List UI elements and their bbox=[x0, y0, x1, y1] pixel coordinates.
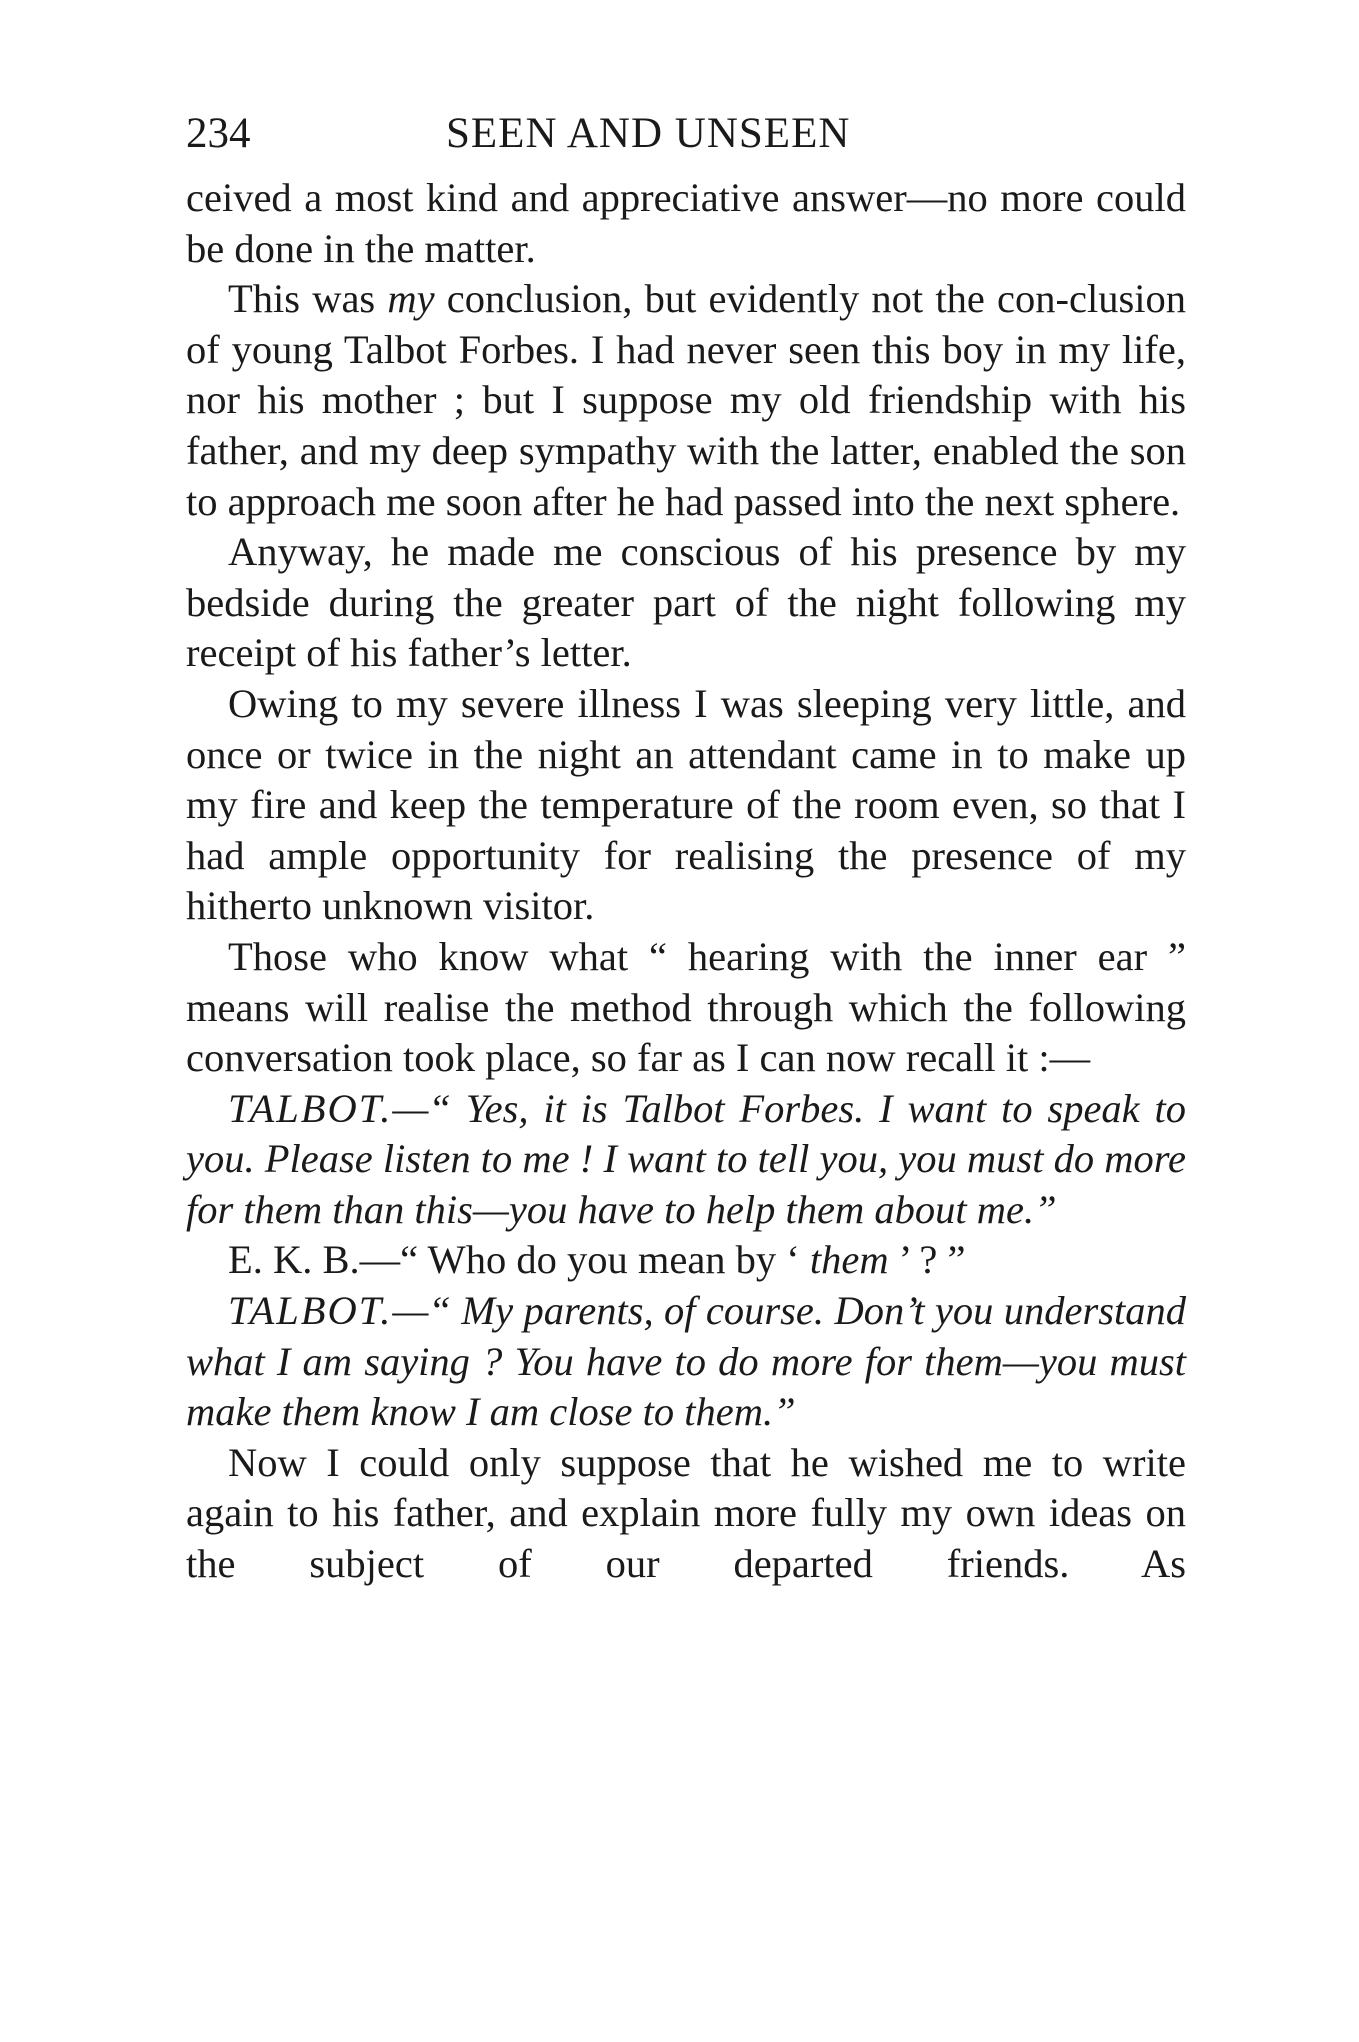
paragraph-text: Those who know what “ hearing with the inner ear ” means will realise the method through which the following conversation took place, so far as I can now recall it :— bbox=[186, 933, 1186, 1081]
paragraph-text-rest: conclusion, but evidently not the con-clusion of young Talbot Forbes. I had never seen this boy in my life, nor his mother ; but I suppose my old friendship with his father, and my deep sympathy with the latter, enabled the son to approach me soon after he had passed into the next sphere. bbox=[186, 276, 1186, 524]
emphasis-them: them bbox=[809, 1237, 889, 1283]
dialogue-talbot-1 bbox=[186, 1084, 1186, 1236]
dialogue-text: —“ Yes, it is Talbot Forbes. I want to speak to you. Please listen to me ! I want to tell you, you must do more for them than this—you have to help them about me.” bbox=[186, 1085, 1186, 1232]
paragraph-anyway bbox=[186, 527, 1186, 679]
paragraph-those-who-know bbox=[186, 932, 1186, 1084]
paragraph-text-start: This was bbox=[228, 276, 388, 322]
dialogue-text: —“ My parents, of course. Don’t you understand what I am saying ? You have to do more for them—you must make them know I am close to them.” bbox=[186, 1288, 1186, 1435]
paragraph-continuation bbox=[186, 173, 1186, 274]
paragraph-text: ceived a most kind and appreciative answer—no more could be done in the matter. bbox=[186, 175, 1186, 271]
running-head bbox=[186, 104, 1186, 164]
dialogue-text-end: ’ ? ” bbox=[888, 1237, 966, 1283]
paragraph-now-i-could bbox=[186, 1438, 1186, 1590]
paragraph-owing bbox=[186, 679, 1186, 932]
paragraph-text: Now I could only suppose that he wished me to write again to his father, and explain more fully my own ideas on the subject of our departed friends. As bbox=[186, 1439, 1186, 1587]
speaker-talbot: TALBOT. bbox=[228, 1288, 393, 1334]
dialogue-talbot-2 bbox=[186, 1286, 1186, 1438]
paragraph-conclusion bbox=[186, 274, 1186, 527]
paragraph-text: Owing to my severe illness I was sleeping very little, and once or twice in the night an attendant came in to make up my fire and keep the temperature of the room even, so that I had ample opportunity for realising the presence of my hitherto unknown visitor. bbox=[186, 680, 1186, 929]
emphasis-my: my bbox=[387, 276, 435, 322]
speaker-talbot: TALBOT. bbox=[228, 1085, 393, 1131]
running-title: SEEN AND UNSEEN bbox=[446, 110, 851, 157]
page-number: 234 bbox=[186, 110, 251, 157]
dialogue-ekb bbox=[186, 1235, 1186, 1286]
dialogue-text-start: E. K. B.—“ Who do you mean by ‘ bbox=[228, 1237, 810, 1283]
body-text bbox=[186, 173, 1186, 1590]
paragraph-text: Anyway, he made me conscious of his presence by my bedside during the greater part of the night following my receipt of his father’s letter. bbox=[186, 529, 1186, 676]
